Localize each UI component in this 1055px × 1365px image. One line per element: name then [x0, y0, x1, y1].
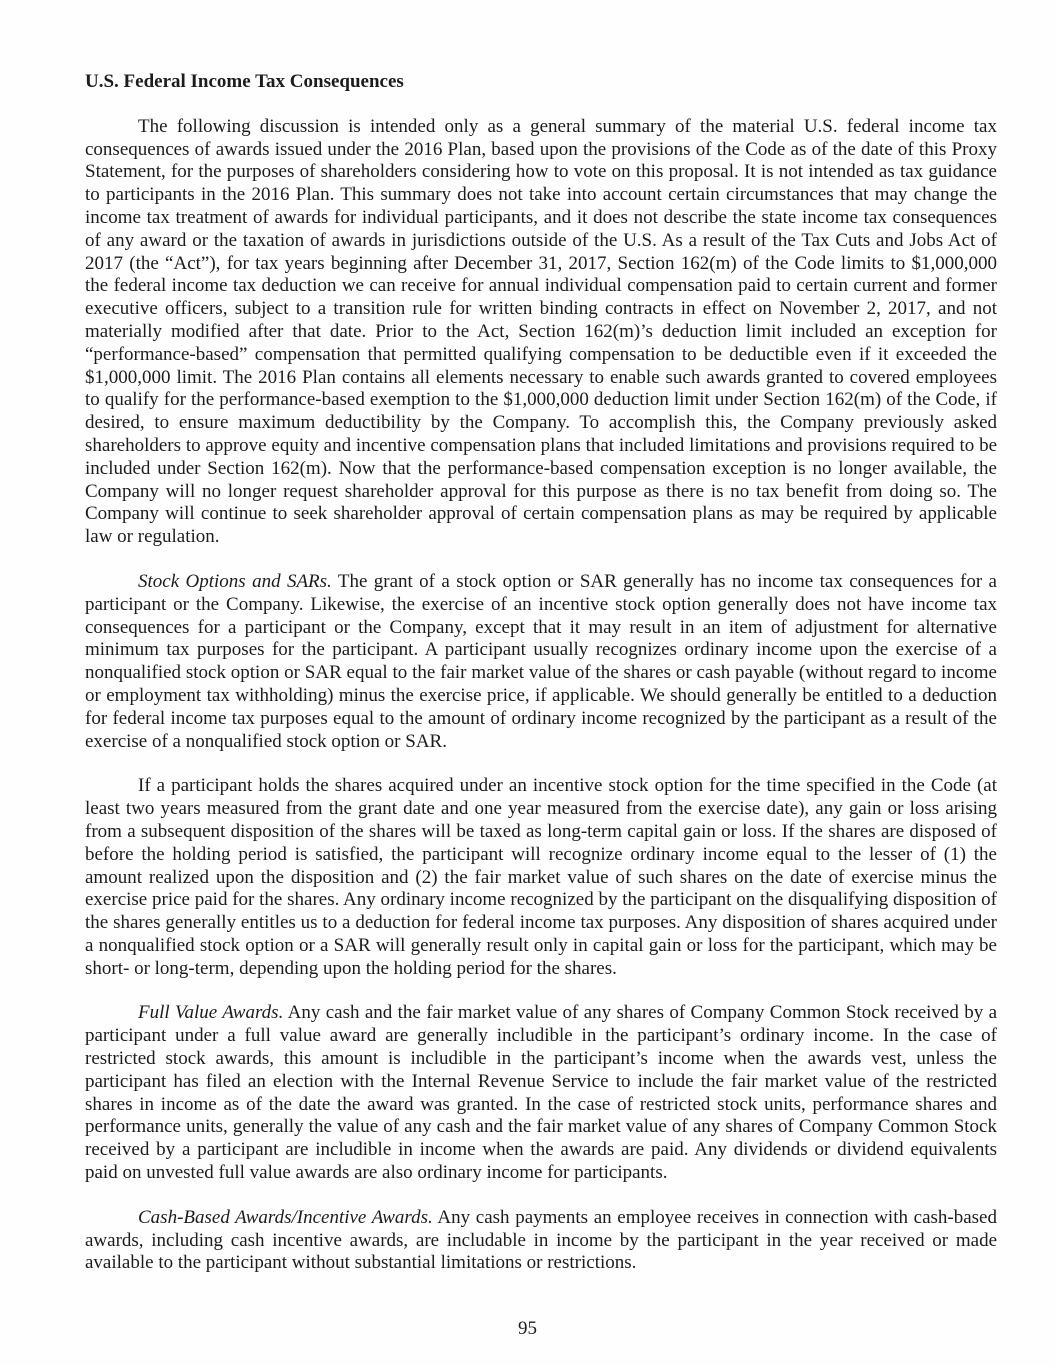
paragraph-cash-based-awards-lead: Cash-Based Awards/Incentive Awards.	[138, 1206, 433, 1228]
paragraph-cash-based-awards	[85, 1207, 997, 1275]
paragraph-incentive-stock-option-holding	[85, 775, 997, 980]
paragraph-intro	[85, 116, 997, 549]
paragraph-full-value-awards	[85, 1002, 997, 1184]
page-number: 95	[518, 1318, 537, 1340]
section-heading: U.S. Federal Income Tax Consequences	[85, 71, 404, 92]
paragraph-stock-options-sars-lead: Stock Options and SARs.	[138, 570, 332, 592]
paragraph-stock-options-sars-text: The grant of a stock option or SAR generally has no income tax consequences for a participant or the Company. Likewise, the exercise of an incentive stock option generally does not have income tax consequences for a participant or the Company, except that it may result in an item of adjustment for alternative minimum tax purposes for the participant. A participant usually recognizes ordinary income upon the exercise of a nonqualified stock option or SAR equal to the fair market value of the shares or cash payable (without regard to income or employment tax withholding) minus the exercise price, if applicable. We should generally be entitled to a deduction for federal income tax purposes equal to the amount of ordinary income recognized by the participant as a result of the exercise of a nonqualified stock option or SAR.	[85, 570, 997, 752]
paragraph-stock-options-sars	[85, 571, 997, 753]
paragraph-full-value-awards-lead: Full Value Awards.	[138, 1002, 284, 1024]
paragraph-incentive-stock-option-holding-text: If a participant holds the shares acquired under an incentive stock option for the time specified in the Code (at least two years measured from the grant date and one year measured from the exercise date), any gain or loss arising from a subsequent disposition of the shares will be taxed as long-term capital gain or loss. If the shares are disposed of before the holding period is satisfied, the participant will recognize ordinary income equal to the lesser of (1) the amount realized upon the disposition and (2) the fair market value of such shares on the date of exercise minus the exercise price paid for the shares. Any ordinary income recognized by the participant on the disqualifying disposition of the shares generally entitles us to a deduction for federal income tax purposes. Any disposition of shares acquired under a nonqualified stock option or a SAR will generally result only in capital gain or loss for the participant, which may be short- or long-term, depending upon the holding period for the shares.	[85, 775, 997, 979]
paragraph-cash-based-awards-text: Any cash payments an employee receives in connection with cash-based awards, including cash incentive awards, are includable in income by the participant in the year received or made available to the participant without substantial limitations or restrictions.	[85, 1206, 997, 1274]
paragraph-intro-text: The following discussion is intended only as a general summary of the material U.S. federal income tax consequences of awards issued under the 2016 Plan, based upon the provisions of the Code as of the date of this Proxy Statement, for the purposes of shareholders considering how to vote on this proposal. It is not intended as tax guidance to participants in the 2016 Plan. This summary does not take into account certain circumstances that may change the income tax treatment of awards for individual participants, and it does not describe the state income tax consequences of any award or the taxation of awards in jurisdictions outside of the U.S. As a result of the Tax Cuts and Jobs Act of 2017 (the “Act”), for tax years beginning after December 31, 2017, Section 162(m) of the Code limits to $1,000,000 the federal income tax deduction we can receive for annual individual compensation paid to certain current and former executive officers, subject to a transition rule for written binding contracts in effect on November 2, 2017, and not materially modified after that date. Prior to the Act, Section 162(m)’s deduction limit included an exception for “performance-based” compensation that permitted qualifying compensation to be deductible even if it exceeded the $1,000,000 limit. The 2016 Plan contains all elements necessary to enable such awards granted to covered employees to qualify for the performance-based exemption to the $1,000,000 deduction limit under Section 162(m) of the Code, if desired, to ensure maximum deductibility by the Company. To accomplish this, the Company previously asked shareholders to approve equity and incentive compensation plans that included limitations and provisions required to be included under Section 162(m). Now that the performance-based compensation exception is no longer available, the Company will no longer request shareholder approval for this purpose as there is no tax benefit from doing so. The Company will continue to seek shareholder approval of certain compensation plans as may be required by applicable law or regulation.	[85, 115, 997, 548]
paragraph-full-value-awards-text: Any cash and the fair market value of any shares of Company Common Stock received by a participant under a full value award are generally includible in the participant’s ordinary income. In the case of restricted stock awards, this amount is includible in the participant’s income when the awards vest, unless the participant has filed an election with the Internal Revenue Service to include the fair market value of the restricted shares in income as of the date the award was granted. In the case of restricted stock units, performance shares and performance units, generally the value of any cash and the fair market value of any shares of Company Common Stock received by a participant are includible in income when the awards are paid. Any dividends or dividend equivalents paid on unvested full value awards are also ordinary income for participants.	[85, 1002, 997, 1184]
